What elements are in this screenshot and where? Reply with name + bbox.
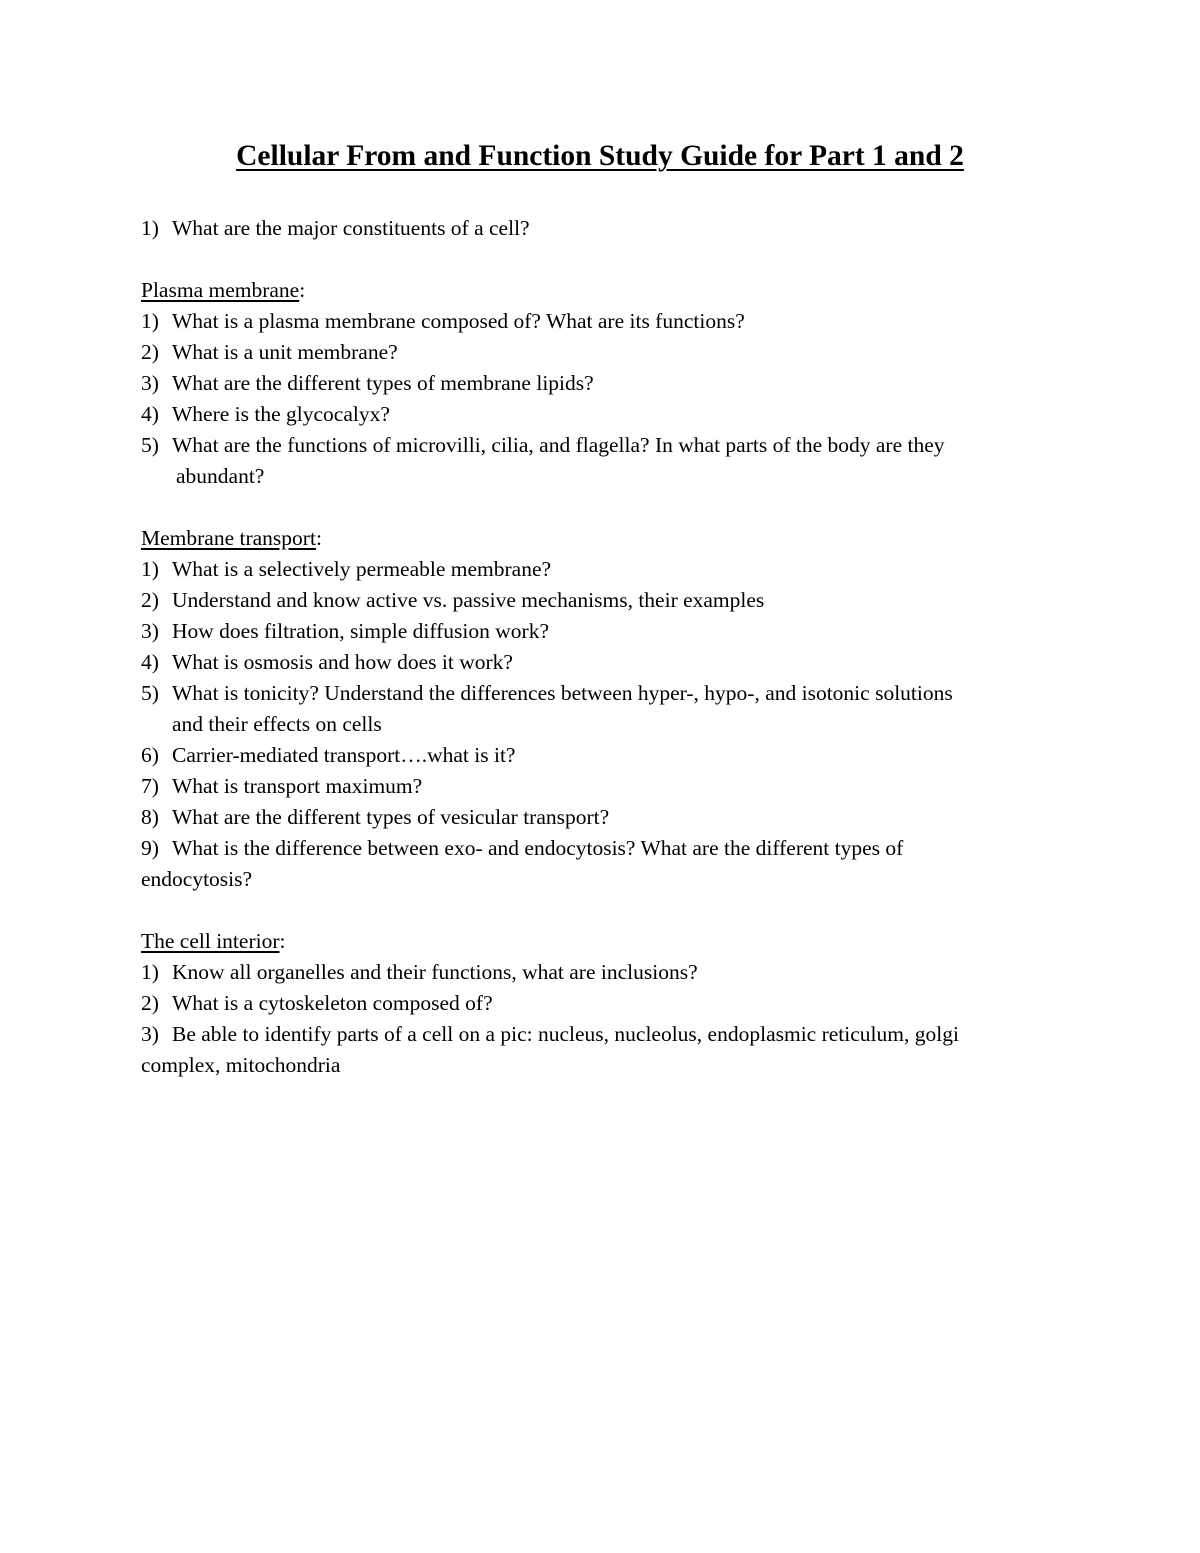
question-continuation: and their effects on cells [172,712,382,736]
question-text: What is a selectively permeable membrane? [172,557,552,581]
question-number: 2) [141,340,159,364]
section-heading-text: Membrane transport [141,526,316,550]
question-text: What is tonicity? Understand the differences between hyper-, hypo-, and isotonic solutions [172,681,953,705]
question-text: Carrier-mediated transport….what is it? [172,743,516,767]
spacer [141,492,1061,523]
list-item [141,306,1061,337]
question-text: What is a plasma membrane composed of? What are its functions? [172,309,745,333]
question-continuation: endocytosis? [141,867,253,891]
heading-colon: : [299,278,306,302]
question-number: 5) [141,433,159,457]
question-number: 4) [141,650,159,674]
question-number: 5) [141,681,159,705]
list-item [141,430,1061,461]
question-text: Where is the glycocalyx? [172,402,390,426]
document-title: Cellular From and Function Study Guide for Part 1 and 2 [236,140,964,172]
question-number: 1) [141,960,159,984]
question-text: What are the functions of microvilli, cilia, and flagella? In what parts of the body are they [172,433,945,457]
question-number: 8) [141,805,159,829]
question-number: 6) [141,743,159,767]
heading-colon: : [315,526,322,550]
list-item [141,554,1061,585]
list-item [141,833,1061,864]
list-item [141,647,1061,678]
question-number: 2) [141,588,159,612]
question-text: Be able to identify parts of a cell on a pic: nucleus, nucleolus, endoplasmic reticulum, golgi [172,1022,959,1046]
question-number: 1) [141,309,159,333]
question-continuation: complex, mitochondria [141,1053,341,1077]
question-number: 1) [141,557,159,581]
question-number: 1) [141,216,159,240]
question-continuation: abundant? [176,464,265,488]
question-text: Know all organelles and their functions, what are inclusions? [172,960,698,984]
list-item [141,771,1061,802]
question-text: Understand and know active vs. passive mechanisms, their examples [172,588,765,612]
document-body [141,213,1061,1081]
list-item [141,957,1061,988]
question-number: 7) [141,774,159,798]
list-item [141,740,1061,771]
question-number: 3) [141,619,159,643]
section-heading-plasma-membrane [141,275,1061,306]
question-number: 3) [141,1022,159,1046]
section-heading-text: Plasma membrane [141,278,300,302]
list-item [141,988,1061,1019]
question-text: What is osmosis and how does it work? [172,650,513,674]
list-item [141,802,1061,833]
list-item [141,1019,1061,1050]
list-item [141,678,1061,709]
question-number: 3) [141,371,159,395]
list-item [141,368,1061,399]
question-text: What are the different types of membrane lipids? [172,371,594,395]
question-text: What are the different types of vesicular transport? [172,805,610,829]
question-number: 2) [141,991,159,1015]
question-text: What is transport maximum? [172,774,423,798]
question-number: 4) [141,402,159,426]
section-heading-membrane-transport [141,523,1061,554]
spacer [141,895,1061,926]
heading-colon: : [279,929,286,953]
question-text: What is the difference between exo- and endocytosis? What are the different types of [172,836,904,860]
section-heading-cell-interior [141,926,1061,957]
question-text: What are the major constituents of a cell? [172,216,530,240]
list-item [141,585,1061,616]
list-item [141,337,1061,368]
question-text: How does filtration, simple diffusion work? [172,619,549,643]
section-heading-text: The cell interior [141,929,280,953]
list-item [141,616,1061,647]
spacer [141,244,1061,275]
question-number: 9) [141,836,159,860]
question-text: What is a cytoskeleton composed of? [172,991,493,1015]
list-item [141,399,1061,430]
question-text: What is a unit membrane? [172,340,398,364]
intro-question [141,213,1061,244]
